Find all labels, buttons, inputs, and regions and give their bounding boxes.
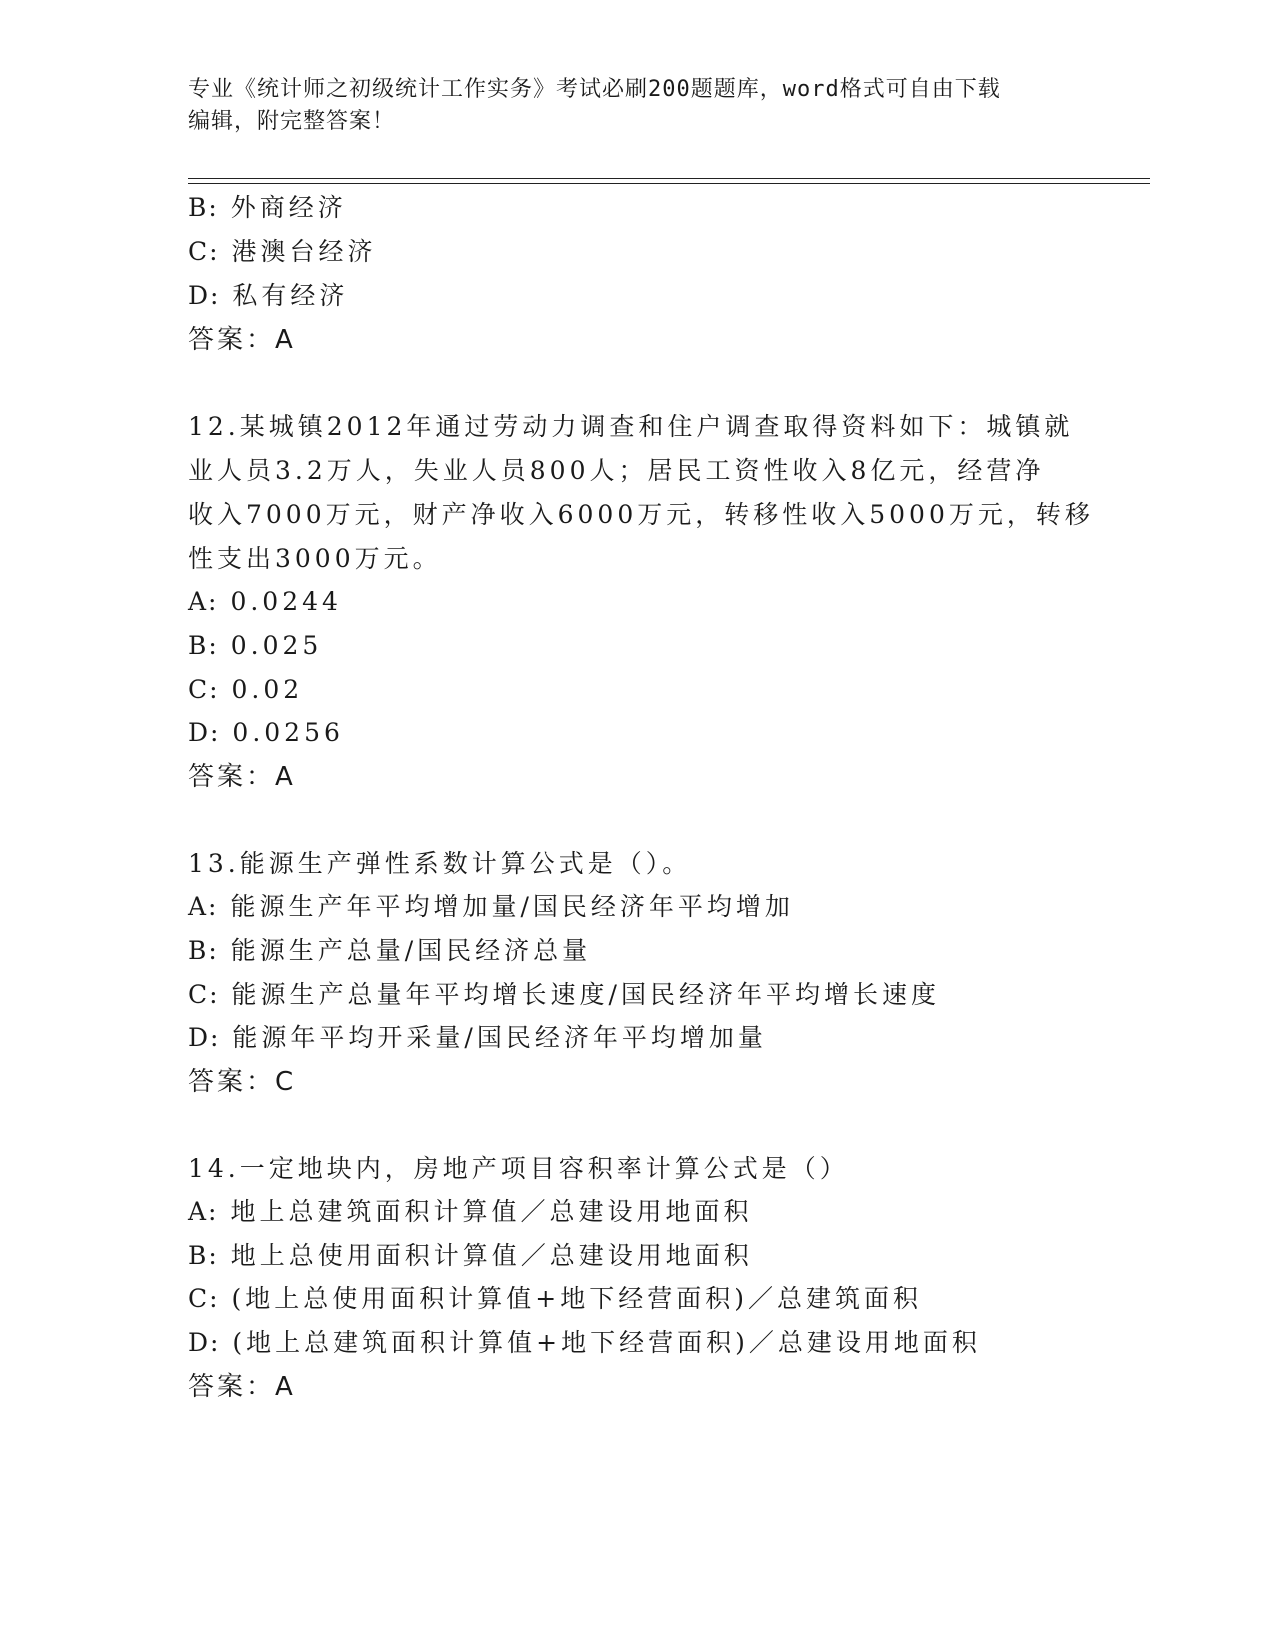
option-line: D: 0.0256 (188, 718, 344, 747)
header-line-1: 专业《统计师之初级统计工作实务》考试必刷200题题库，word格式可自由下载 (188, 77, 1001, 102)
answer-line: 答案：A (188, 1372, 296, 1402)
option-line: B: 能源生产总量/国民经济总量 (188, 936, 592, 965)
option-line: C: 港澳台经济 (188, 237, 377, 266)
option-line: C: 能源生产总量年平均增长速度/国民经济年平均增长速度 (188, 980, 940, 1009)
question-stem-line: 12.某城镇2012年通过劳动力调查和住户调查取得资料如下：城镇就 (188, 412, 1074, 441)
answer-line: 答案：A (188, 325, 296, 355)
question-stem-line: 业人员3.2万人，失业人员800人；居民工资性收入8亿元，经营净 (188, 456, 1045, 485)
answer-line: 答案：A (188, 762, 296, 792)
question-stem-line: 14.一定地块内，房地产项目容积率计算公式是（） (188, 1154, 849, 1183)
option-line: B: 外商经济 (188, 193, 347, 222)
option-line: D: 私有经济 (188, 281, 349, 310)
option-line: D: (地上总建筑面积计算值+地下经营面积)／总建设用地面积 (188, 1328, 981, 1357)
option-line: B: 地上总使用面积计算值／总建设用地面积 (188, 1241, 753, 1270)
header-rule-top (188, 178, 1150, 179)
header-rule-bottom (188, 183, 1150, 184)
option-line: A: 0.0244 (188, 587, 342, 616)
option-line: C: (地上总使用面积计算值+地下经营面积)／总建筑面积 (188, 1284, 922, 1313)
question-stem-line: 收入7000万元，财产净收入6000万元，转移性收入5000万元，转移 (188, 500, 1094, 529)
question-stem-line: 13.能源生产弹性系数计算公式是（）。 (188, 849, 692, 878)
option-line: C: 0.02 (188, 675, 304, 704)
option-line: A: 能源生产年平均增加量/国民经济年平均增加 (188, 892, 794, 921)
question-stem-line: 性支出3000万元。 (188, 544, 442, 573)
option-line: B: 0.025 (188, 631, 323, 660)
answer-line: 答案：C (188, 1067, 297, 1097)
option-line: A: 地上总建筑面积计算值／总建设用地面积 (188, 1197, 753, 1226)
page-header (188, 74, 1088, 138)
option-line: D: 能源年平均开采量/国民经济年平均增加量 (188, 1023, 767, 1052)
header-line-2: 编辑，附完整答案！ (188, 109, 396, 134)
